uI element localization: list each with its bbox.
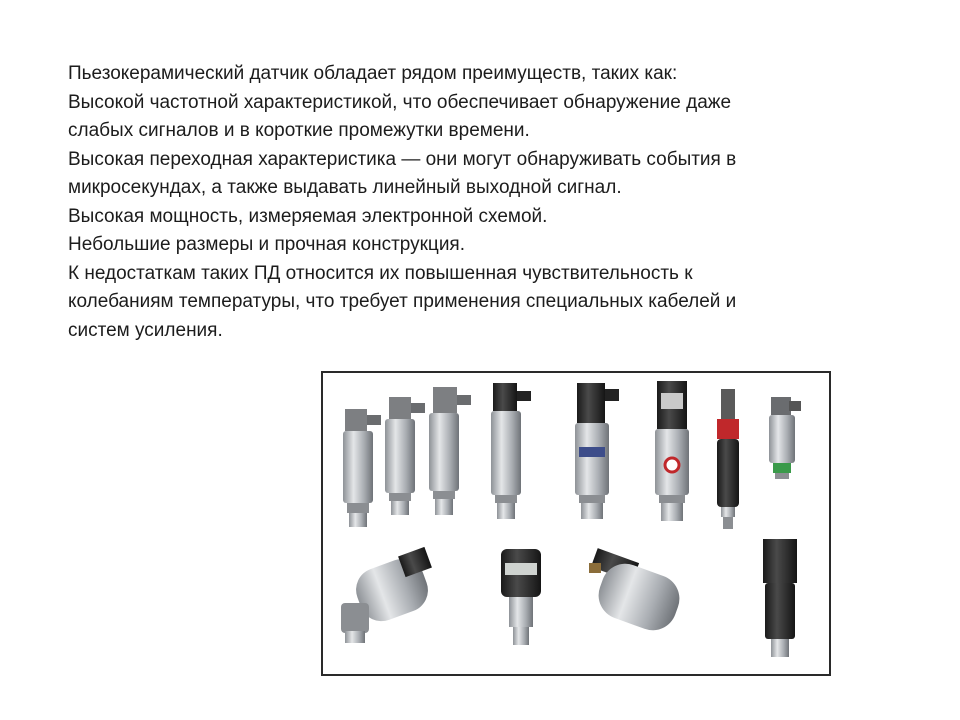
slide-text: [68, 60, 868, 345]
pressure-sensors-illustration: [323, 373, 829, 674]
sensor-10: [501, 549, 541, 645]
text-line: Небольшие размеры и прочная конструкция.: [68, 234, 465, 255]
sensor-6: [655, 381, 689, 521]
text-line: колебаниям температуры, что требует применения специальных кабелей и: [68, 291, 737, 312]
sensor-8: [769, 397, 801, 479]
text-line: систем усиления.: [68, 319, 223, 341]
sensor-11: [589, 548, 686, 637]
sensor-7: [717, 389, 739, 529]
text-line: К недостаткам таких ПД относится их повышенная чувствительность к: [68, 262, 693, 284]
sensor-12: [763, 539, 797, 657]
text-line: Высокая переходная характеристика — они могут обнаруживать события в: [68, 148, 737, 170]
sensor-3: [429, 387, 471, 515]
text-line: микросекундах, а также выдавать линейный выходной сигнал.: [68, 177, 622, 198]
text-line: слабых сигналов и в короткие промежутки времени.: [68, 120, 530, 141]
sensors-photo: [321, 371, 831, 676]
sensor-4: [491, 383, 531, 519]
sensor-1: [343, 409, 381, 527]
sensor-9: [341, 547, 434, 643]
text-line: Пьезокерамический датчик обладает рядом преимуществ, таких как:: [68, 63, 678, 84]
sensor-2: [385, 397, 425, 515]
text-line: Высокой частотной характеристикой, что обеспечивает обнаружение даже: [68, 91, 732, 113]
text-line: Высокая мощность, измеряемая электронной схемой.: [68, 205, 548, 227]
sensor-5: [575, 383, 619, 519]
